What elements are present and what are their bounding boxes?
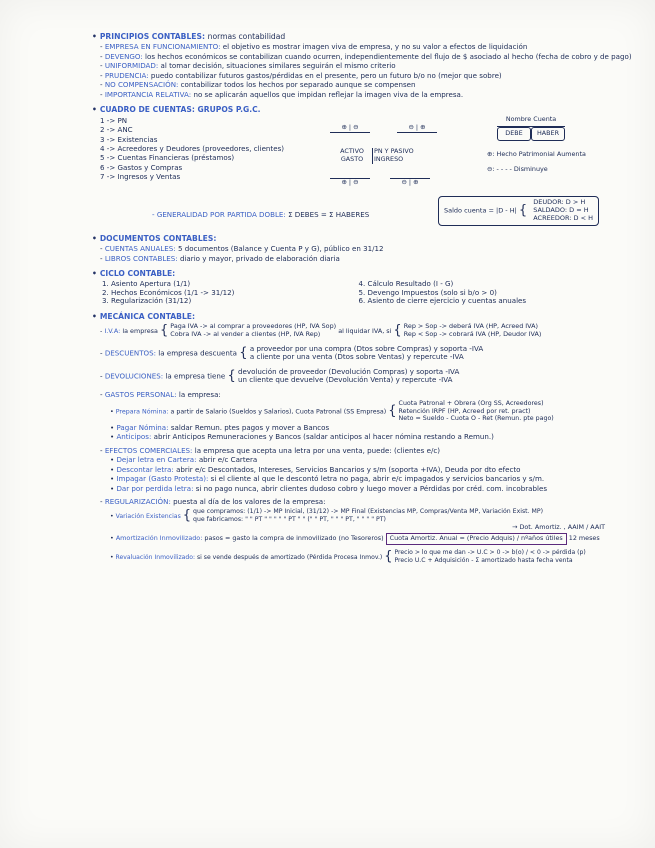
regularizacion-block: - REGULARIZACIÓN: puesta al día de los valores de la empresa: <box>100 497 326 507</box>
principio-item: - PRUDENCIA: puedo contabilizar futuros gastos/pérdidas en el presente, pero un futuro b/o no (mejor que sobre) <box>100 70 502 80</box>
amortizacion-years: 12 meses <box>568 534 600 543</box>
mecanica-section: • MECÁNICA CONTABLE: - I.V.A: la empresa { Paga IVA -> al comprar a proveedores (HP, IVA Sop) Cobra IVA -> al vender a clientes (HP, IVA Rep) al liquidar IVA, si { Rep > Sop -> deberá IVA (HP, Acreed IVA) Rep < Sop -> cobrará IVA (HP, Deudor IVA) - DESCUENTOS: la empresa descuenta { a proveedor por una compra (Dtos sobre Compras) y soporta -IVA a cliente por una venta (Dtos sobre Ventas) y repercute -IVA - DEVOLUCIONES: la empresa tiene { devolución de proveedor (Devolución Compras) y soporta -IVA un cliente que devuelve (Devolución Venta) y repercute -IVA - GASTOS PERSONAL: la empresa: • Prepara Nómina: a partir de Salario (Sueldos y Salarios), Cuota Patronal (SS Empresa) { Cuota Patronal + Obrera (Org SS, Acreedores) Retención IRPF (HP, Acreed por ret. pract) Neto = Sueldo - Cuota O - Ret (Remun. pte pago) • Pagar Nómina: saldar Remun. ptes pagos y mover a Bancos • Anticipos: abrir Anticipos Remuneraciones y Bancos (saldar anticipos al hacer nómina restando a Remun.) - EFECTOS COMERCIALES: la empresa que acepta una letra por una venta, puede: (clientes e/c) • Dejar letra en Cartera: abrir e/c Cartera • Descontar letra: abrir e/c Descontados, Intereses, Servicios Bancarios y s/m (soporta +IVA), Deuda por dto efecto • Impagar (Gasto Protesta): si el cliente al que le descontó letra no paga, abrir e/c impagados y servicios bancarios y s/m. • Dar por perdida letra: si no pago nunca, abrir clientes dudoso cobro y luego mover a Pérdidas por créd. com. incobrables - REGULARIZACIÓN: puesta al día de los valores de la empresa: • Variación Existencias { que compramos: (1/1) -> MP Inicial, (31/12) -> MP Final (Existencias MP, Compras/Venta MP, Variación Exist. MP) que fabricamos: " " PT " " " " " PT " " (" " PT, " " " PT, " " " " PT) → Dot. Amortiz. , AAIM / AAIT • Amortización Inmovilizado: pasos = gasto la compra de inmovilizado (no Tesoreros) Cuota Amortiz. Anual = (Precio Adquis) / nºaños útiles 12 meses • Revaluación Inmovilizado: si se vende después de amortizado (Pérdida Procesa Inmov.) { Precio > lo que me dan -> U.C > 0 -> b(o) / < 0 -> pérdida (p) Precio U.C + Adquisición - Σ amortizado hasta fecha venta <box>92 311 605 564</box>
debe-label: DEBE <box>497 127 531 141</box>
pgc-group: 2 -> ANC <box>100 125 133 135</box>
bullet-icon: • <box>92 269 97 279</box>
pgc-group: 7 -> Ingresos y Ventas <box>100 171 181 181</box>
descuentos-block: - DESCUENTOS: la empresa descuenta { a proveedor por una compra (Dtos sobre Compras) y soporta -IVA a cliente por una venta (Dtos sobre Ventas) y repercute -IVA <box>100 343 484 362</box>
cuadro-title: CUADRO DE CUENTAS: GRUPOS P.G.C. <box>99 105 261 115</box>
t-account-sign-b: ⊖ | ⊕ <box>397 124 437 133</box>
documentos-section: • DOCUMENTOS CONTABLES: - CUENTAS ANUALES: 5 documentos (Balance y Cuenta P y G), público en 31/12 - LIBROS CONTABLES: diario y mayor, privado de elaboración diaria <box>92 234 384 263</box>
principio-item: - NO COMPENSACIÓN: contabilizar todos los hechos por separado aunque se compensen <box>100 80 416 90</box>
t-account-sign-d: ⊖ | ⊕ <box>390 178 430 187</box>
principio-item: - EMPRESA EN FUNCIONAMIENTO: el objetivo es mostrar imagen viva de empresa, y no su valor a efectos de liquidación <box>100 42 528 52</box>
pgc-group: 6 -> Gastos y Compras <box>100 162 183 172</box>
principio-item: - UNIFORMIDAD: al tomar decisión, situaciones similares seguirán el mismo criterio <box>100 61 396 71</box>
principio-item: - DEVENGO: los hechos económicos se contabilizan cuando ocurren, independientemente del flujo de $ asociado al hecho (fecha de cobro y de pago) <box>100 51 632 61</box>
saldo-box: Saldo cuenta = |D - H| { DEUDOR: D > H SALDADO: D = H ACREEDOR: D < H <box>438 196 599 225</box>
t-account-sign-a: ⊕ | ⊖ <box>330 124 370 133</box>
hecho-disminuye: ⊖: - - - - Disminuye <box>487 165 548 174</box>
t-account-template: Nombre Cuenta DEBE HABER <box>497 116 565 140</box>
bullet-icon: • <box>92 311 97 321</box>
t-account-sign-c: ⊕ | ⊖ <box>330 178 370 187</box>
bullet-icon: • <box>92 105 97 115</box>
gastos-personal-block: - GASTOS PERSONAL: la empresa: <box>100 389 221 399</box>
bullet-icon: • <box>92 234 97 244</box>
pgc-group: 5 -> Cuentas Financieras (préstamos) <box>100 153 235 163</box>
bullet-icon: • <box>92 32 97 41</box>
pgc-group: 1 -> PN <box>100 116 128 126</box>
haber-label: HABER <box>531 127 565 141</box>
principio-item: - IMPORTANCIA RELATIVA: no se aplicarán aquellos que impidan reflejar la imagen viva de la empresa. <box>100 89 464 99</box>
efectos-comerciales-block: - EFECTOS COMERCIALES: la empresa que acepta una letra por una venta, puede: (clientes e/c) <box>100 445 441 455</box>
cuadro-section <box>92 105 605 228</box>
principios-section <box>92 32 632 99</box>
pasivo-label: PN Y PASIVO INGRESO <box>374 147 414 163</box>
activo-label: ACTIVO GASTO <box>332 148 373 163</box>
cuadro-body <box>92 116 605 228</box>
ciclo-section: • CICLO CONTABLE: 1. Asiento Apertura (1/1) 2. Hechos Económicos (1/1 -> 31/12) 3. Regularización (31/12) 4. Cálculo Resultado (I - G) 5. Devengo Impuestos (solo si b/o > 0) 6. Asiento de cierre ejercicio y cuentas anuales <box>92 269 527 306</box>
principios-title: PRINCIPIOS CONTABLES: <box>99 32 205 41</box>
partida-doble: - GENERALIDAD POR PARTIDA DOBLE: Σ DEBES = Σ HABERES <box>152 210 370 220</box>
devoluciones-block: - DEVOLUCIONES: la empresa tiene { devolución de proveedor (Devolución Compras) y soporta -IVA un cliente que devuelve (Devolución Venta) y repercute -IVA <box>100 366 460 385</box>
pgc-groups-list <box>100 116 284 182</box>
principios-title-rest: normas contabilidad <box>207 32 286 41</box>
amortizacion-formula-box: Cuota Amortiz. Anual = (Precio Adquis) / nºaños útiles <box>386 533 567 545</box>
hecho-aumenta: ⊕: Hecho Patrimonial Aumenta <box>487 150 586 159</box>
pgc-group: 3 -> Existencias <box>100 134 158 144</box>
pgc-group: 4 -> Acreedores y Deudores (proveedores, clientes) <box>100 143 285 153</box>
iva-block: - I.V.A: la empresa { Paga IVA -> al comprar a proveedores (HP, IVA Sop) Cobra IVA -> al vender a clientes (HP, IVA Rep) al liquidar IVA, si { Rep > Sop -> deberá IVA (HP, Acreed IVA) Rep < Sop -> cobrará IVA (HP, Deudor IVA) <box>100 322 542 339</box>
